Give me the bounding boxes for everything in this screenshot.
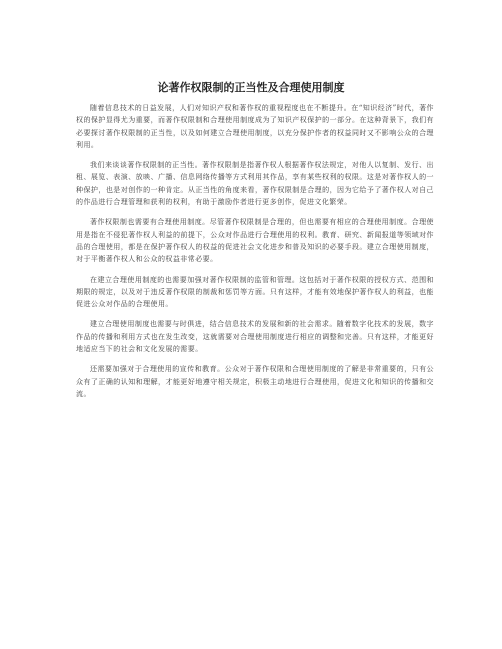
paragraph-5: 建立合理使用制度也需要与时俱进，结合信息技术的发展和新的社会需求。随着数字化技术的发展，数字作品的传播和利用方式也在发生改变，这就需要对合理使用制度进行相应的调整和完善。只有这样，才能更好地适应当下的社会和文化发展的需要。: [76, 320, 434, 354]
paragraph-3: 著作权限制也需要有合理使用制度。尽管著作权限制是合理的，但也需要有相应的合理使用制度。合理使用是指在不侵犯著作权人利益的前提下，公众对作品进行合理使用的权利。教育、研究、新闻报道等领域对作品的合理使用，都是在保护著作权人的权益的促进社会文化进步和普及知识的必要手段。建立合理使用制度，对于平衡著作权人和公众的权益非常必要。: [76, 218, 434, 264]
document-title: 论著作权限制的正当性及合理使用制度: [157, 81, 345, 94]
paragraph-4: 在建立合理使用制度的也需要加强对著作权限制的监管和管理。这包括对于著作权限的授权方式、范围和期限的规定，以及对于违反著作权限的制裁和惩罚等方面。只有这样，才能有效地保护著作权人的利益，也能促进公众对作品的合理使用。: [76, 275, 434, 309]
paragraph-6: 还需要加强对于合理使用的宣传和教育。公众对于著作权限和合理使用制度的了解是非常重要的，只有公众有了正确的认知和理解，才能更好地遵守相关规定，积极主动地进行合理使用，促进文化和知识的传播和交流。: [76, 365, 434, 398]
paragraph-2: 我们来谈谈著作权限制的正当性。著作权限制是指著作权人根据著作权法规定，对他人以复制、发行、出租、展览、表演、放映、广播、信息网络传播等方式利用其作品，享有某些权利的权限。这是对著作权人的一种保护，也是对创作的一种肯定。从正当性的角度来看，著作权限制是合理的，因为它给予了著作权人对自己的作品进行合理管理和获利的权利，有助于激励作者进行更多创作，促进文化繁荣。: [76, 161, 434, 207]
paragraph-1: 随着信息技术的日益发展，人们对知识产权和著作权的重视程度也在不断提升。在“知识经济”时代，著作权的保护显得尤为重要，而著作权限制和合理使用制度成为了知识产权保护的一部分。在这种背景下，我们有必要探讨著作权限制的正当性，以及如何建立合理使用制度，以充分保护作者的权益同时又不影响公众的合理利用。: [76, 104, 434, 149]
document-body: [76, 102, 434, 400]
